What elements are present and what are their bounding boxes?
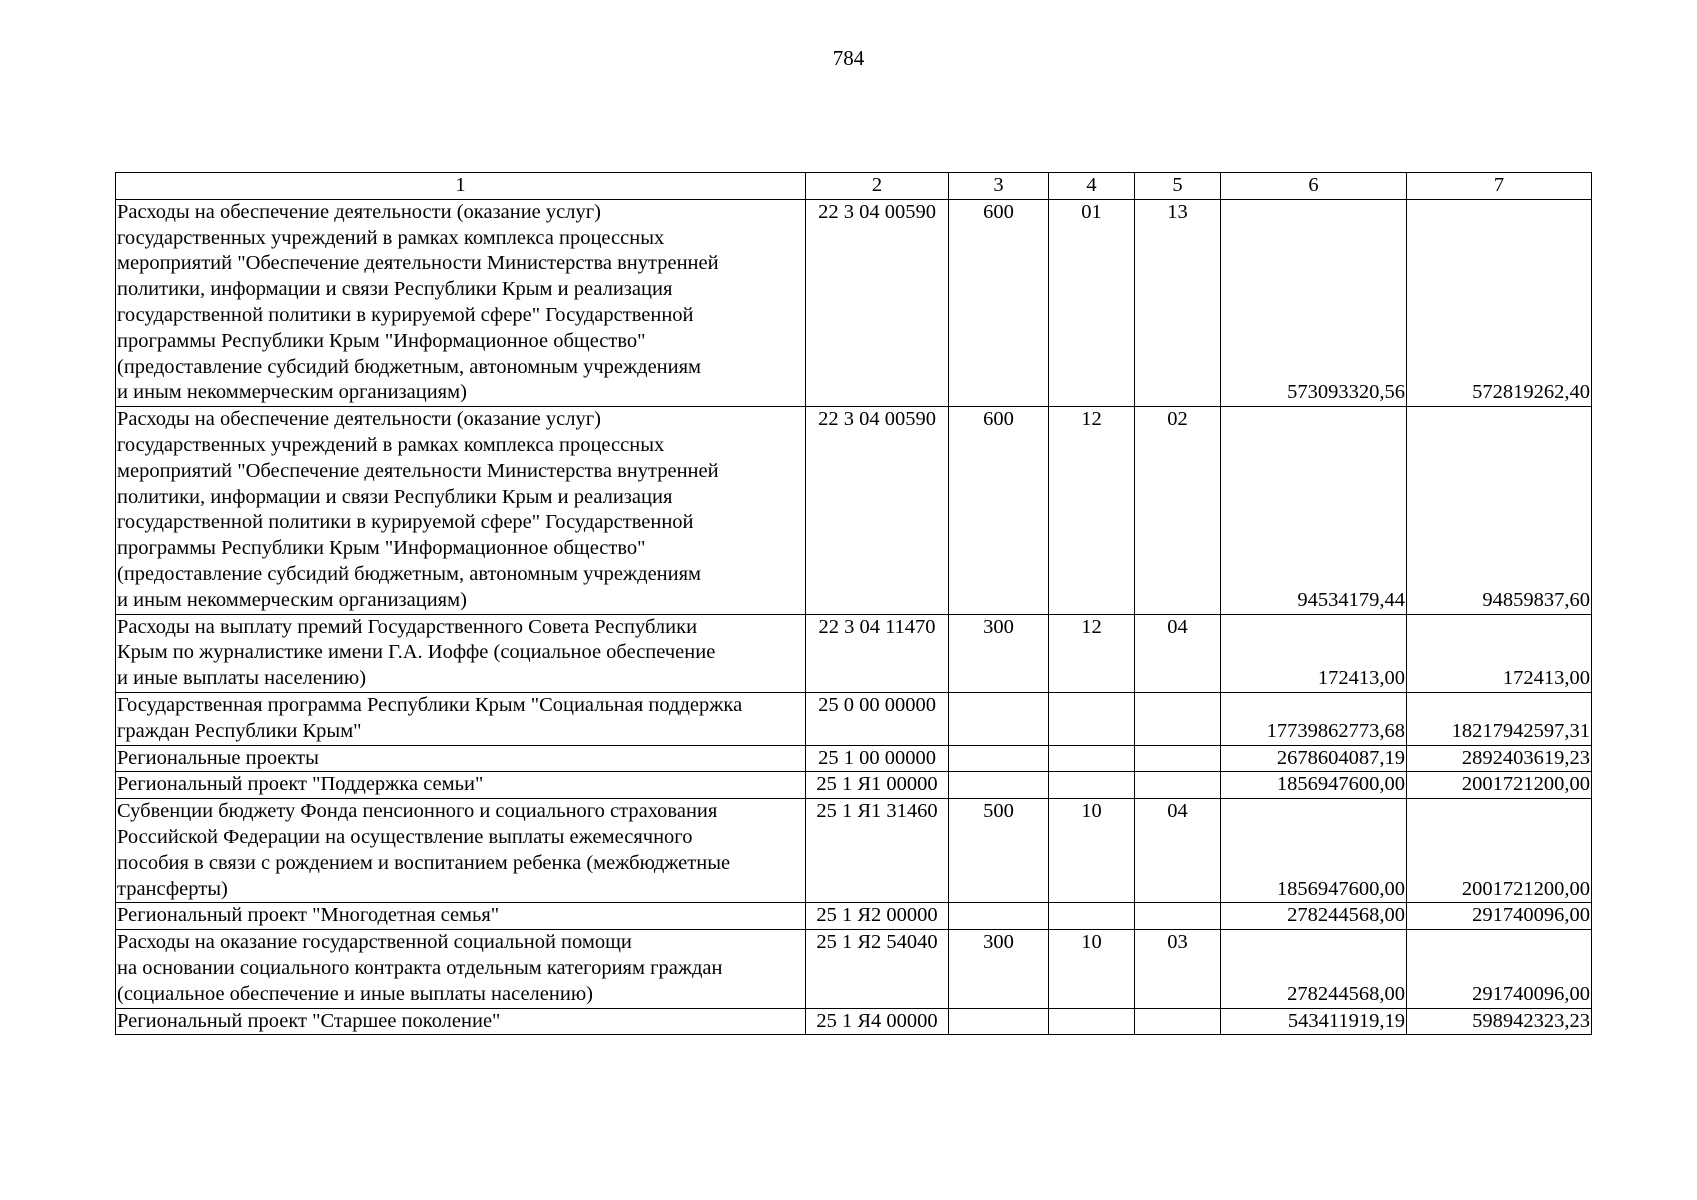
row-subsection: 03 [1135, 930, 1221, 1008]
table-row [116, 745, 1592, 772]
row-section: 10 [1049, 930, 1135, 1008]
row-target-code: 25 1 00 00000 [806, 745, 949, 772]
row-sum-col6: 573093320,56 [1221, 199, 1407, 406]
row-target-code: 22 3 04 00590 [806, 407, 949, 614]
row-sum-col6: 1856947600,00 [1221, 799, 1407, 903]
row-section [1049, 1008, 1135, 1035]
row-expense-type [949, 903, 1049, 930]
header-col-3: 3 [949, 173, 1049, 200]
row-sum-col6: 17739862773,68 [1221, 692, 1407, 745]
row-expense-type: 500 [949, 799, 1049, 903]
row-expense-type [949, 745, 1049, 772]
page-number: 784 [832, 46, 865, 70]
row-expense-type: 600 [949, 407, 1049, 614]
row-expense-type: 600 [949, 199, 1049, 406]
row-sum-col7: 2001721200,00 [1407, 799, 1592, 903]
table-row [116, 692, 1592, 745]
row-sum-col6: 1856947600,00 [1221, 772, 1407, 799]
row-name: Расходы на обеспечение деятельности (оказание услуг) государственных учреждений в рамках комплекса процессных мероприятий "Обеспечение деятельности Министерства внутренней политики, информации и связи Республики Крым и реализация государственной политики в курируемой сфере" Государственной программы Республики Крым "Информационное общество" (предоставление субсидий бюджетным, автономным учреждениям и иным некоммерческим организациям) [116, 407, 806, 614]
row-sum-col7: 18217942597,31 [1407, 692, 1592, 745]
header-col-4: 4 [1049, 173, 1135, 200]
row-name: Расходы на обеспечение деятельности (оказание услуг) государственных учреждений в рамках комплекса процессных мероприятий "Обеспечение деятельности Министерства внутренней политики, информации и связи Республики Крым и реализация государственной политики в курируемой сфере" Государственной программы Республики Крым "Информационное общество" (предоставление субсидий бюджетным, автономным учреждениям и иным некоммерческим организациям) [116, 199, 806, 406]
table-row [116, 1008, 1592, 1035]
row-expense-type: 300 [949, 614, 1049, 692]
header-col-7: 7 [1407, 173, 1592, 200]
row-sum-col6: 94534179,44 [1221, 407, 1407, 614]
header-col-6: 6 [1221, 173, 1407, 200]
table-row [116, 930, 1592, 1008]
row-subsection: 02 [1135, 407, 1221, 614]
header-col-2: 2 [806, 173, 949, 200]
row-name: Государственная программа Республики Крым "Социальная поддержка граждан Республики Крым" [116, 692, 806, 745]
row-subsection [1135, 772, 1221, 799]
row-sum-col7: 291740096,00 [1407, 903, 1592, 930]
row-section: 10 [1049, 799, 1135, 903]
row-sum-col6: 278244568,00 [1221, 903, 1407, 930]
row-name: Расходы на выплату премий Государственного Совета Республики Крым по журналистике имени Г.А. Иоффе (социальное обеспечение и иные выплаты населению) [116, 614, 806, 692]
row-sum-col7: 572819262,40 [1407, 199, 1592, 406]
row-target-code: 25 1 Я1 00000 [806, 772, 949, 799]
row-target-code: 25 1 Я2 00000 [806, 903, 949, 930]
row-name: Расходы на оказание государственной социальной помощи на основании социального контракта отдельным категориям граждан (социальное обеспечение и иные выплаты населению) [116, 930, 806, 1008]
row-section [1049, 692, 1135, 745]
row-name: Региональный проект "Многодетная семья" [116, 903, 806, 930]
row-section [1049, 903, 1135, 930]
row-sum-col7: 2892403619,23 [1407, 745, 1592, 772]
row-subsection [1135, 692, 1221, 745]
row-sum-col7: 94859837,60 [1407, 407, 1592, 614]
row-name: Региональный проект "Поддержка семьи" [116, 772, 806, 799]
budget-table [115, 172, 1592, 1035]
row-subsection [1135, 745, 1221, 772]
row-target-code: 25 1 Я1 31460 [806, 799, 949, 903]
row-subsection: 13 [1135, 199, 1221, 406]
header-col-5: 5 [1135, 173, 1221, 200]
row-sum-col6: 278244568,00 [1221, 930, 1407, 1008]
row-target-code: 22 3 04 00590 [806, 199, 949, 406]
header-row [116, 173, 1592, 200]
row-sum-col7: 2001721200,00 [1407, 772, 1592, 799]
row-subsection [1135, 1008, 1221, 1035]
row-name: Региональные проекты [116, 745, 806, 772]
row-sum-col6: 2678604087,19 [1221, 745, 1407, 772]
table-row [116, 903, 1592, 930]
table-row [116, 407, 1592, 614]
row-expense-type: 300 [949, 930, 1049, 1008]
table-row [116, 799, 1592, 903]
row-expense-type [949, 772, 1049, 799]
row-section: 12 [1049, 407, 1135, 614]
row-target-code: 25 1 Я2 54040 [806, 930, 949, 1008]
row-sum-col7: 291740096,00 [1407, 930, 1592, 1008]
row-section: 01 [1049, 199, 1135, 406]
row-subsection: 04 [1135, 799, 1221, 903]
row-section: 12 [1049, 614, 1135, 692]
table-row [116, 199, 1592, 406]
table-row [116, 772, 1592, 799]
row-name: Субвенции бюджету Фонда пенсионного и социального страхования Российской Федерации на осуществление выплаты ежемесячного пособия в связи с рождением и воспитанием ребенка (межбюджетные трансферты) [116, 799, 806, 903]
header-col-1: 1 [116, 173, 806, 200]
row-target-code: 25 0 00 00000 [806, 692, 949, 745]
row-sum-col7: 172413,00 [1407, 614, 1592, 692]
row-sum-col6: 543411919,19 [1221, 1008, 1407, 1035]
row-expense-type [949, 1008, 1049, 1035]
row-section [1049, 745, 1135, 772]
row-sum-col6: 172413,00 [1221, 614, 1407, 692]
row-subsection: 04 [1135, 614, 1221, 692]
row-section [1049, 772, 1135, 799]
row-subsection [1135, 903, 1221, 930]
row-name: Региональный проект "Старшее поколение" [116, 1008, 806, 1035]
row-sum-col7: 598942323,23 [1407, 1008, 1592, 1035]
row-expense-type [949, 692, 1049, 745]
row-target-code: 25 1 Я4 00000 [806, 1008, 949, 1035]
row-target-code: 22 3 04 11470 [806, 614, 949, 692]
table-row [116, 614, 1592, 692]
